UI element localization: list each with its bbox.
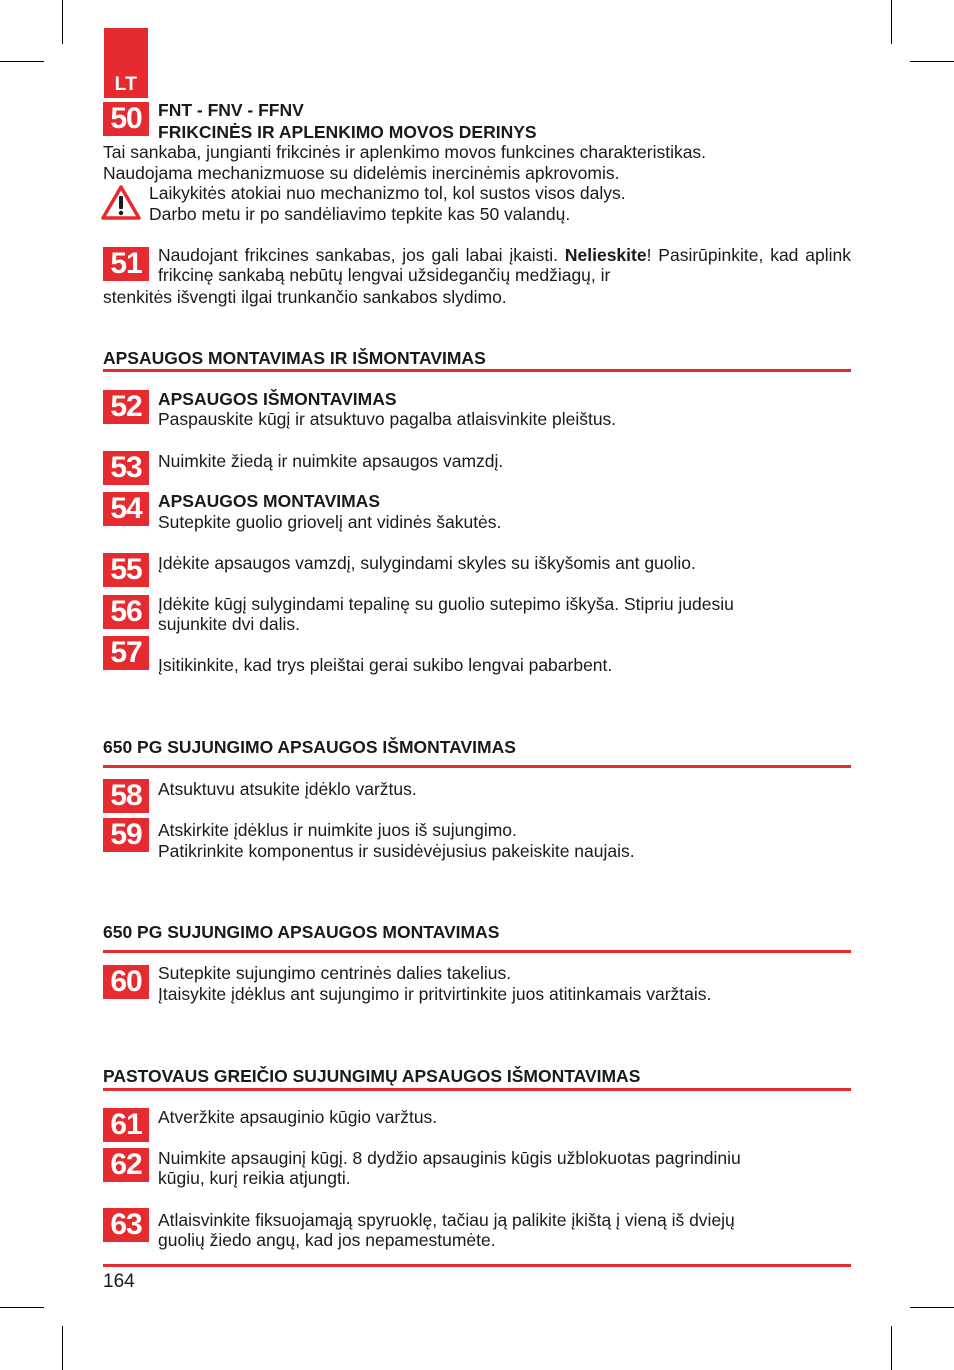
step-number-63: 63 xyxy=(103,1208,149,1242)
step-50-text: Naudojama mechanizmuose su didelėmis inercinėmis apkrovomis. xyxy=(103,163,620,183)
step-50-title: FNT - FNV - FFNV xyxy=(158,100,304,120)
crop-mark xyxy=(62,0,63,44)
step-number-51: 51 xyxy=(103,247,149,281)
step-number-53: 53 xyxy=(103,451,149,485)
step-59-text: Atskirkite įdėklus ir nuimkite juos iš sujungimo. xyxy=(158,820,517,840)
step-number-62: 62 xyxy=(103,1148,149,1182)
step-51-text-a: Naudojant frikcines sankabas, jos gali labai įkaisti. xyxy=(158,245,565,265)
crop-mark xyxy=(910,1307,954,1308)
step-57-text: Įsitikinkite, kad trys pleištai gerai sukibo lengvai pabarbent. xyxy=(158,655,613,675)
section-divider xyxy=(103,1088,851,1091)
step-number-52: 52 xyxy=(103,390,149,424)
step-60-text: Sutepkite sujungimo centrinės dalies takelius. xyxy=(158,963,512,983)
step-number-55: 55 xyxy=(103,553,149,587)
step-52-text: Paspauskite kūgį ir atsuktuvo pagalba atlaisvinkite pleištus. xyxy=(158,409,617,429)
step-51-text-bold: Nelieskite xyxy=(564,245,647,265)
step-number-61: 61 xyxy=(103,1108,149,1142)
step-56-text: sujunkite dvi dalis. xyxy=(158,614,301,634)
step-number-59: 59 xyxy=(103,818,149,852)
step-63-text: Atlaisvinkite fiksuojamąją spyruoklę, tačiau ją palikite įkištą į vieną iš dviejų xyxy=(158,1210,735,1230)
language-tab: LT xyxy=(104,28,148,98)
section-divider xyxy=(103,765,851,768)
step-62-text: kūgiu, kurį reikia atjungti. xyxy=(158,1168,351,1188)
page-number: 164 xyxy=(103,1271,135,1292)
step-61-text: Atveržkite apsauginio kūgio varžtus. xyxy=(158,1107,438,1127)
step-52-title: APSAUGOS IŠMONTAVIMAS xyxy=(158,389,397,409)
section-title: 650 PG SUJUNGIMO APSAUGOS IŠMONTAVIMAS xyxy=(103,737,516,757)
step-number-56: 56 xyxy=(103,595,149,629)
section-divider xyxy=(103,369,851,372)
section-title: PASTOVAUS GREIČIO SUJUNGIMŲ APSAUGOS IŠMONTAVIMAS xyxy=(103,1066,641,1086)
step-number-60: 60 xyxy=(103,965,149,999)
step-number-57: 57 xyxy=(103,636,149,670)
step-56-text: Įdėkite kūgį sulygindami tepalinę su guolio sutepimo iškyša. Stipriu judesiu xyxy=(158,594,734,614)
crop-mark xyxy=(0,1307,44,1308)
step-51-text xyxy=(158,245,851,285)
step-58-text: Atsuktuvu atsukite įdėklo varžtus. xyxy=(158,779,417,799)
warning-text: Darbo metu ir po sandėliavimo tepkite kas 50 valandų. xyxy=(149,204,571,224)
step-53-text: Nuimkite žiedą ir nuimkite apsaugos vamzdį. xyxy=(158,451,504,471)
step-55-text: Įdėkite apsaugos vamzdį, sulygindami skyles su iškyšomis ant guolio. xyxy=(158,553,696,573)
step-50-text: Tai sankaba, jungianti frikcinės ir aplenkimo movos funkcines charakteristikas. xyxy=(103,142,707,162)
step-54-text: Sutepkite guolio griovelį ant vidinės šakutės. xyxy=(158,512,502,532)
step-63-text: guolių žiedo angų, kad jos nepamestumėte. xyxy=(158,1230,496,1250)
step-51-text-b: ! Pasirūpinkite, kad aplink frikcinę sankabą nebūtų lengvai užsidegančių medžiagų, ir xyxy=(158,245,851,285)
section-title: APSAUGOS MONTAVIMAS IR IŠMONTAVIMAS xyxy=(103,348,486,368)
step-54-title: APSAUGOS MONTAVIMAS xyxy=(158,491,380,511)
step-number-50: 50 xyxy=(103,102,149,136)
footer-divider xyxy=(103,1264,851,1267)
crop-mark xyxy=(891,1326,892,1370)
section-divider xyxy=(103,950,851,953)
step-50-subtitle: FRIKCINĖS IR APLENKIMO MOVOS DERINYS xyxy=(158,122,537,142)
warning-triangle-icon xyxy=(101,185,141,221)
crop-mark xyxy=(910,61,954,62)
step-number-54: 54 xyxy=(103,492,149,526)
step-62-text: Nuimkite apsauginį kūgį. 8 dydžio apsauginis kūgis užblokuotas pagrindiniu xyxy=(158,1148,741,1168)
step-59-text: Patikrinkite komponentus ir susidėvėjusius pakeiskite naujais. xyxy=(158,841,635,861)
step-51-text: stenkitės išvengti ilgai trunkančio sankabos slydimo. xyxy=(103,287,507,307)
section-title: 650 PG SUJUNGIMO APSAUGOS MONTAVIMAS xyxy=(103,922,500,942)
warning-text: Laikykitės atokiai nuo mechanizmo tol, kol sustos visos dalys. xyxy=(149,183,626,203)
crop-mark xyxy=(0,61,44,62)
step-number-58: 58 xyxy=(103,779,149,813)
crop-mark xyxy=(891,0,892,44)
step-60-text: Įtaisykite įdėklus ant sujungimo ir pritvirtinkite juos atitinkamais varžtais. xyxy=(158,984,712,1004)
crop-mark xyxy=(62,1326,63,1370)
